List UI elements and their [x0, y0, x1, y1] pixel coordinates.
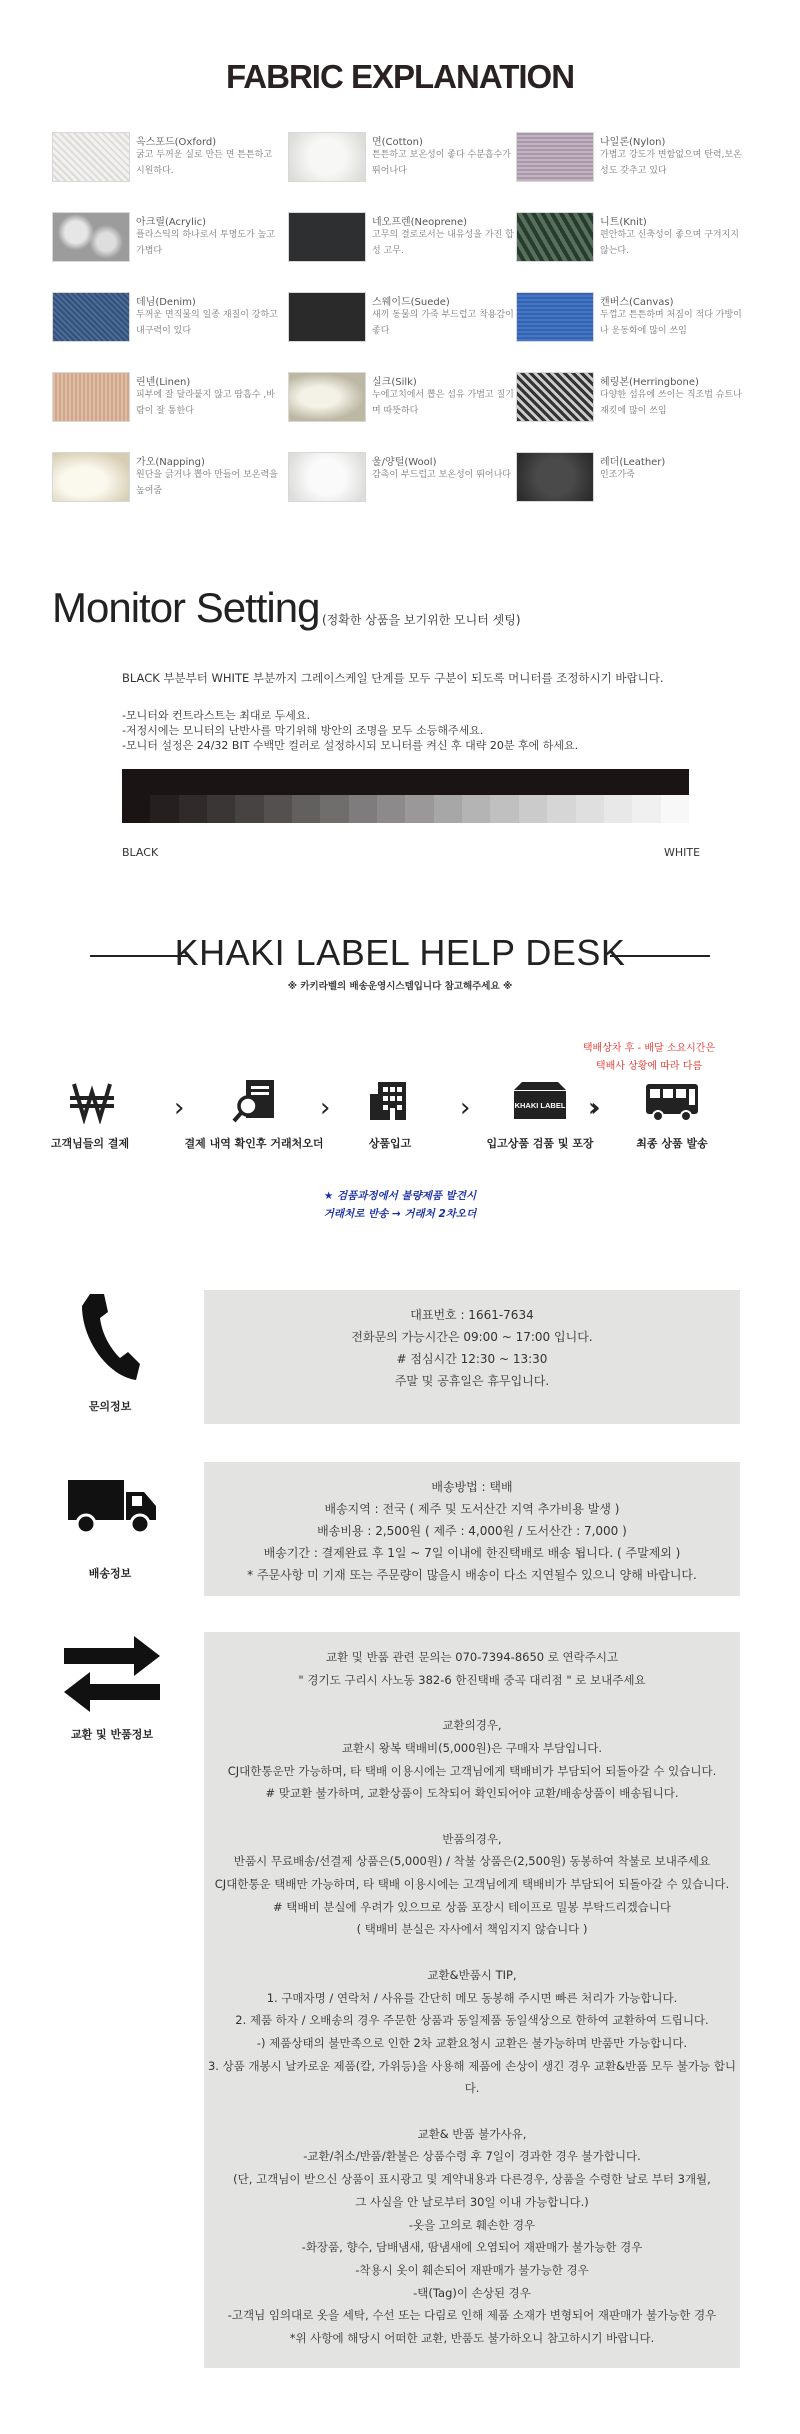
grayscale-step [377, 795, 405, 823]
grayscale-step [320, 795, 348, 823]
shipping-line: 배송지역 : 전국 ( 제주 및 도서산간 지역 추가비용 발생 ) [324, 1502, 620, 1516]
fabric-name: 헤링본(Herringbone) [600, 377, 699, 388]
truck-icon [66, 1476, 158, 1538]
fabric-item [288, 292, 518, 344]
fabric-description: 두꺼운 면직물의 일종 재질이 강하고 내구력이 있다 [136, 310, 278, 336]
grayscale-step [235, 795, 263, 823]
shipping-info-box [204, 1462, 740, 1596]
exchange-line: -옷을 고의로 훼손한 경우 [408, 2217, 536, 2232]
double-chevron-right-icon: ›› [588, 1093, 593, 1123]
shipping-line: 배송방법 : 택배 [431, 1480, 513, 1494]
fabric-name: 레더(Leather) [600, 457, 666, 468]
contact-line: 주말 및 공휴일은 휴무입니다. [394, 1374, 550, 1388]
exchange-line: -고객님 임의대로 옷을 세탁, 수선 또는 다림로 인해 제품 소재가 변형되어 재판매가 불가능한 경우 [227, 2308, 717, 2323]
contact-line: # 점심시간 12:30 ~ 13:30 [396, 1352, 548, 1366]
delivery-time-note [574, 1040, 724, 1076]
process-step-label: 입고상품 검품 및 포장 [486, 1137, 594, 1150]
fabric-item [52, 452, 282, 504]
fabric-swatch [516, 132, 594, 182]
fabric-name: 린넨(Linen) [136, 377, 191, 388]
grayscale-step [661, 795, 689, 823]
fabric-swatch [52, 132, 130, 182]
fabric-name: 네오프렌(Neoprene) [372, 217, 468, 228]
exchange-label: 교환 및 반품정보 [70, 1728, 154, 1741]
monitor-note: -모니터 설정은 24/32 BIT 수백만 컬러로 설정하시되 모니터를 켜신 후 대략 20분 후에 하세요. [122, 739, 579, 752]
grayscale-black-band [122, 769, 689, 795]
process-step-packing [486, 1078, 594, 1150]
contact-info-box [204, 1290, 740, 1424]
exchange-line: " 경기도 구리시 사노동 382-6 한진택배 중곡 대리점 " 로 보내주세요 [298, 1672, 646, 1687]
box-icon [500, 1078, 580, 1124]
fabric-name: 아크릴(Acrylic) [136, 217, 207, 228]
process-step-order [184, 1078, 324, 1150]
grayscale-white-label: WHITE [664, 846, 701, 859]
inspection-note-line: 거래처로 반송 → 거래처 2차오더 [323, 1208, 477, 1220]
fabric-item [52, 212, 282, 264]
building-icon [360, 1078, 424, 1124]
exchange-line: -교환/취소/반품/환불은 상품수령 후 7일이 경과한 경우 불가합니다. [303, 2149, 641, 2164]
monitor-notes [122, 708, 578, 753]
exchange-line [204, 1691, 740, 1714]
fabric-description: 감촉이 부드럽고 보온성이 뛰어나다 [372, 470, 511, 480]
exchange-line: 반품시 무료배송/선결제 상품은(5,000원) / 착불 상품은(2,500원) 동봉하여 착불로 보내주세요 [233, 1854, 711, 1869]
fabric-description: 피부에 잘 달라붙지 않고 땀흡수 ,바람이 잘 통한다 [136, 390, 275, 416]
fabric-swatch [52, 292, 130, 342]
fabric-name: 가오(Napping) [136, 457, 205, 468]
exchange-line: 반품의경우, [442, 1831, 502, 1846]
exchange-line: 교환 및 반품 관련 문의는 070-7394-8650 로 연락주시고 [325, 1650, 619, 1664]
exchange-line: CJ대한통운 택배만 가능하며, 타 택배 이용시에는 고객님에게 택배비가 부담되어 되돌아갈 수 있습니다. [214, 1877, 730, 1891]
fabric-item [52, 132, 282, 184]
exchange-line: CJ대한통운만 가능하며, 타 택배 이용시에는 고객님에게 택배비가 부담되어 되돌아갈 수 있습니다. [227, 1763, 717, 1778]
phone-icon [78, 1290, 142, 1384]
grayscale-step [349, 795, 377, 823]
exchange-line: -화장품, 향수, 담배냄새, 땀냄새에 오염되어 재판매가 불가능한 경우 [301, 2240, 643, 2255]
fabric-swatch [516, 452, 594, 502]
exchange-line: # 택배비 분실에 우려가 있으므로 상품 포장시 테이프로 밀봉 부탁드리겠습니다 [272, 1899, 672, 1914]
contact-line: 전화문의 가능시간은 09:00 ~ 17:00 입니다. [351, 1330, 593, 1344]
delivery-time-note-line: 택배사 상황에 따라 다름 [595, 1061, 703, 1072]
grayscale-step [632, 795, 660, 823]
fabric-item [516, 452, 746, 504]
shipping-line: * 주문사항 미 기재 또는 주문량이 많을시 배송이 다소 지연될수 있으니 양해 바랍니다. [247, 1568, 697, 1582]
helpdesk-title: KHAKI LABEL HELP DESK [174, 932, 626, 973]
grayscale-step [604, 795, 632, 823]
exchange-line: -택(Tag)이 손상된 경우 [413, 2285, 531, 2300]
fabric-swatch [516, 372, 594, 422]
fabric-description: 두껍고 튼튼하며 처짐이 적다 가방이나 운동화에 많이 쓰임 [600, 310, 742, 336]
fabric-description: 누에고치에서 뽑은 섬유 가볍고 질기며 따뜻하다 [372, 390, 514, 416]
fabric-name: 울/양털(Wool) [372, 457, 437, 468]
contact-line: 대표번호 : 1661-7634 [410, 1308, 534, 1322]
process-step-dispatch [632, 1078, 712, 1150]
fabric-swatch [288, 292, 366, 342]
fabric-description: 굵고 두꺼운 실로 만든 면 튼튼하고 시원하다. [136, 150, 273, 176]
fabric-swatch [52, 452, 130, 502]
exchange-line: -착용시 옷이 훼손되어 재판매가 불가능한 경우 [355, 2262, 589, 2277]
exchange-line [204, 2100, 740, 2123]
grayscale-step [207, 795, 235, 823]
fabric-item [516, 132, 746, 184]
inspection-note [0, 1187, 800, 1223]
exchange-line: 교환&반품시 TIP, [427, 1967, 517, 1982]
fabric-item [516, 292, 746, 344]
fabric-name: 나일론(Nylon) [600, 137, 666, 148]
process-step-label: 결제 내역 확인후 거래처오더 [184, 1137, 324, 1150]
monitor-description: BLACK 부분부터 WHITE 부분까지 그레이스케일 단계를 모두 구분이 되도록 머니터를 조정하시기 바랍니다. [122, 671, 664, 685]
monitor-subtitle: (정확한 상품을 보기위한 모니터 셋팅) [322, 613, 521, 627]
fabric-swatch [516, 212, 594, 262]
fabric-name: 면(Cotton) [372, 137, 423, 148]
grayscale-step [292, 795, 320, 823]
process-step-label: 상품입고 [368, 1137, 412, 1150]
exchange-line: # 맞교환 불가하며, 교환상품이 도착되어 확인되어야 교환/배송상품이 배송됩니다. [265, 1786, 679, 1801]
chevron-right-icon: › [174, 1093, 185, 1123]
fabric-item [516, 372, 746, 424]
process-step-stock-in [360, 1078, 424, 1150]
exchange-line: 1. 구매자명 / 연락처 / 사유를 간단히 메모 동봉해 주시면 빠른 처리가 가능합니다. [266, 1990, 678, 2005]
exchange-line: 2. 제품 하자 / 오배송의 경우 주문한 상품과 동일제품 동일색상으로 한하여 교환하여 드립니다. [235, 2013, 709, 2028]
shipping-process [50, 1078, 740, 1168]
fabric-swatch [52, 372, 130, 422]
fabric-item [52, 292, 282, 344]
process-step-label: 최종 상품 발송 [636, 1137, 708, 1150]
grayscale-step [150, 795, 178, 823]
fabric-swatch [288, 452, 366, 502]
fabric-item [288, 212, 518, 264]
grayscale-step [462, 795, 490, 823]
fabric-swatch [288, 132, 366, 182]
grayscale-step [405, 795, 433, 823]
fabric-description: 가볍고 강도가 변함없으며 탄력,보온성도 갖추고 있다 [600, 150, 742, 176]
grayscale-step [547, 795, 575, 823]
fabric-description: 튼튼하고 보온성이 좋다 수분흡수가 뛰어나다 [372, 150, 511, 176]
fabric-swatch [52, 212, 130, 262]
shipping-label: 배송정보 [88, 1567, 132, 1580]
fabric-item [52, 372, 282, 424]
fabric-name: 스웨이드(Suede) [372, 297, 450, 308]
grayscale-black-label: BLACK [122, 846, 159, 859]
fabric-description: 원단을 긁거나 뽑아 만들어 보온력을 높여줌 [136, 470, 278, 496]
grayscale-step [519, 795, 547, 823]
fabric-name: 데님(Denim) [136, 297, 196, 308]
grayscale-step [490, 795, 518, 823]
fabric-item [288, 132, 518, 184]
fabric-description: 다양한 섬유에 쓰이는 직조법 슈트나 재킷에 많이 쓰임 [600, 390, 742, 416]
exchange-line: *위 사항에 해당시 어떠한 교환, 반품도 불가하오니 참고하시기 바랍니다. [289, 2331, 655, 2346]
exchange-info-box [204, 1632, 740, 2368]
fabric-swatch [288, 212, 366, 262]
exchange-line: 교환시 왕복 택배비(5,000원)은 구매자 부담입니다. [341, 1740, 603, 1755]
grayscale-steps [122, 795, 689, 823]
grayscale-step [434, 795, 462, 823]
fabric-description: 플라스틱의 하나로서 투명도가 높고 가볍다 [136, 230, 275, 256]
exchange-arrows-icon [60, 1632, 164, 1714]
delivery-time-note-line: 택배상차 후 - 배달 소요시간은 [582, 1043, 716, 1054]
exchange-line [204, 1805, 740, 1828]
fabric-description: 인조가죽 [600, 470, 635, 480]
contact-label: 문의정보 [88, 1400, 132, 1413]
grayscale-step [122, 795, 150, 823]
grayscale-step [179, 795, 207, 823]
fabric-name: 옥스포드(Oxford) [136, 137, 217, 148]
exchange-line: (단, 고객님이 받으신 상품이 표시광고 및 계약내용과 다른경우, 상품을 수령한 날로 부터 3개월, [233, 2172, 711, 2187]
shipping-line: 배송비용 : 2,500원 ( 제주 : 4,000원 / 도서산간 : 7,000 ) [317, 1524, 627, 1538]
exchange-line: 그 사실을 안 날로부터 30일 이내 가능합니다.) [355, 2194, 589, 2209]
process-step-payment [50, 1078, 130, 1150]
fabric-name: 실크(Silk) [372, 377, 417, 388]
helpdesk-subtitle: ※ 카키라벨의 배송운영시스템입니다 참고해주세요 ※ [287, 981, 513, 992]
monitor-note: -저정시에는 모니터의 난반사를 막기위해 방안의 조명을 모두 소등해주세요. [122, 724, 484, 737]
fabric-item [288, 372, 518, 424]
chevron-right-icon: › [460, 1093, 471, 1123]
fabric-item [516, 212, 746, 264]
grayscale-step [576, 795, 604, 823]
fabric-description: 편안하고 신축성이 좋으며 구겨지지 않는다. [600, 230, 739, 256]
fabric-name: 니트(Knit) [600, 217, 647, 228]
process-step-label: 고객님들의 결제 [50, 1137, 130, 1150]
fabric-description: 새끼 동물의 가죽 부드럽고 착용감이 좋다 [372, 310, 514, 336]
exchange-line: 교환의경우, [442, 1718, 502, 1733]
fabric-swatch [516, 292, 594, 342]
monitor-title: Monitor Setting [52, 584, 320, 631]
fabric-swatch [288, 372, 366, 422]
document-search-icon [224, 1078, 288, 1124]
exchange-line: 3. 상품 개봉시 날카로운 제품(칼, 가위등)을 사용해 제품에 손상이 생긴 경우 교환&반품 모두 불가능 합니다. [207, 2058, 737, 2096]
fabric-title: FABRIC EXPLANATION [225, 58, 575, 95]
grayscale-step [264, 795, 292, 823]
shipping-line: 배송기간 : 결제완료 후 1일 ~ 7일 이내에 한진택배로 배송 됩니다. ( 주말제외 ) [263, 1546, 681, 1560]
exchange-line [204, 1941, 740, 1964]
exchange-line: ( 택배비 분실은 자사에서 책임지지 않습니다 ) [356, 1922, 588, 1937]
box-icon-label: KHAKI LABEL [514, 1101, 566, 1110]
chevron-right-icon: › [320, 1093, 331, 1123]
exchange-line: 교환& 반품 불가사유, [417, 2126, 527, 2141]
inspection-note-line: ★ 검품과정에서 불량제품 발견시 [323, 1190, 477, 1202]
fabric-name: 캔버스(Canvas) [600, 297, 674, 308]
exchange-line: -) 제품상태의 불만족으로 인한 2차 교환요청시 교환은 불가능하며 반품만 가능합니다. [256, 2035, 688, 2050]
monitor-note: -모니터와 컨트라스트는 최대로 두세요. [122, 709, 310, 722]
fabric-item [288, 452, 518, 504]
bus-icon [632, 1078, 712, 1124]
grayscale-bar [122, 769, 689, 827]
won-icon [60, 1078, 124, 1124]
fabric-description: 고무의 결로로서는 내유성을 가진 합성 고무. [372, 230, 514, 256]
